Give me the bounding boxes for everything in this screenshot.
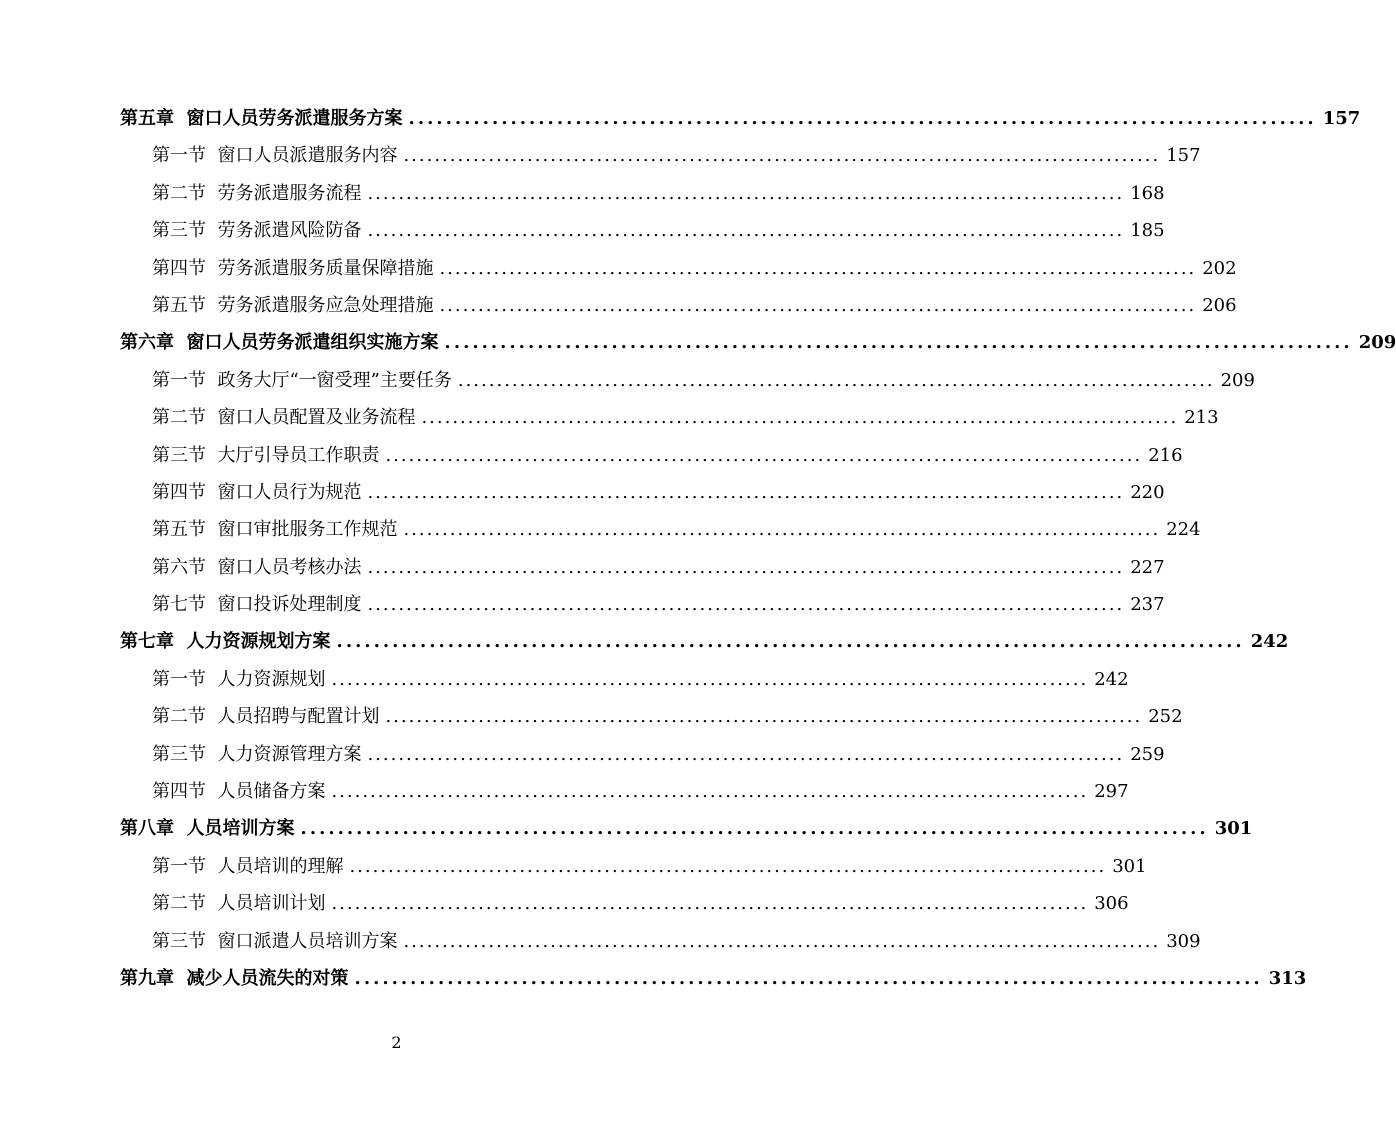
toc-entry-text: 减少人员流失的对策: [186, 967, 349, 989]
toc-chapter-entry[interactable]: [120, 324, 1396, 361]
toc-entry-title: [120, 623, 331, 660]
toc-entry-label: 第三节: [152, 444, 206, 466]
toc-entry-label: 第二节: [152, 182, 206, 204]
toc-section-entry[interactable]: [120, 137, 1201, 174]
dot-leader: ..................................................................................................: [444, 332, 1353, 354]
toc-chapter-entry[interactable]: [120, 960, 1307, 997]
dot-leader: ..................................................................................................: [439, 257, 1197, 279]
dot-leader: ..................................................................................................: [354, 967, 1263, 989]
dot-leader: ..................................................................................................: [385, 706, 1143, 728]
toc-entry-title: [152, 287, 433, 324]
toc-page-number: 185: [1130, 220, 1165, 242]
toc-entry-title: [120, 100, 403, 137]
dot-leader: ..................................................................................................: [403, 930, 1161, 952]
dot-leader: ..................................................................................................: [367, 594, 1125, 616]
toc-section-entry[interactable]: [120, 736, 1165, 773]
toc-entry-title: [152, 736, 361, 773]
toc-entry-label: 第四节: [152, 781, 206, 803]
toc-entry-label: 第七章: [120, 631, 174, 653]
toc-section-entry[interactable]: [120, 437, 1183, 474]
dot-leader: ..................................................................................................: [385, 444, 1143, 466]
toc-section-entry[interactable]: [120, 175, 1165, 212]
dot-leader: ..................................................................................................: [408, 108, 1317, 129]
dot-leader: ..................................................................................................: [403, 145, 1161, 167]
toc-page-number: 259: [1130, 743, 1165, 765]
toc-entry-text: 政务大厅“一窗受理”主要任务: [217, 369, 452, 391]
dot-leader: ..................................................................................................: [331, 893, 1089, 915]
toc-entry-title: [152, 698, 379, 735]
toc-section-entry[interactable]: [120, 586, 1165, 623]
dot-leader: ..................................................................................................: [457, 369, 1215, 391]
toc-entry-title: [152, 362, 452, 399]
toc-section-entry[interactable]: [120, 212, 1165, 249]
toc-entry-text: 人员培训方案: [186, 818, 295, 840]
toc-page-number: 213: [1184, 407, 1219, 429]
toc-entry-title: [152, 848, 343, 885]
toc-section-entry[interactable]: [120, 250, 1237, 287]
toc-entry-text: 大厅引导员工作职责: [217, 444, 380, 466]
toc-entry-label: 第二节: [152, 407, 206, 429]
toc-page-number: 242: [1094, 668, 1129, 690]
toc-entry-text: 人员储备方案: [217, 781, 326, 803]
toc-entry-label: 第六章: [120, 332, 174, 354]
dot-leader: ..................................................................................................: [349, 855, 1107, 877]
toc-entry-title: [120, 960, 349, 997]
toc-section-entry[interactable]: [120, 885, 1129, 922]
toc-page-number: 209: [1358, 332, 1396, 354]
toc-entry-label: 第五节: [152, 294, 206, 316]
toc-entry-title: [152, 250, 433, 287]
toc-entry-label: 第八章: [120, 818, 174, 840]
toc-entry-text: 劳务派遣服务质量保障措施: [217, 257, 434, 279]
toc-entry-text: 窗口派遣人员培训方案: [217, 930, 398, 952]
toc-entry-label: 第五章: [120, 108, 174, 129]
toc-page-number: 209: [1220, 369, 1255, 391]
toc-page-number: 168: [1130, 182, 1165, 204]
dot-leader: ..................................................................................................: [331, 668, 1089, 690]
toc-entry-title: [152, 586, 361, 623]
toc-page-number: 220: [1130, 481, 1165, 503]
toc-entry-title: [152, 885, 325, 922]
toc-entry-title: [152, 437, 379, 474]
toc-section-entry[interactable]: [120, 848, 1147, 885]
toc-page-number: 206: [1202, 294, 1237, 316]
toc-entry-title: [152, 511, 397, 548]
toc-entry-title: [152, 661, 325, 698]
toc-section-entry[interactable]: [120, 511, 1201, 548]
toc-entry-label: 第一节: [152, 668, 206, 690]
toc-page-number: 309: [1166, 930, 1201, 952]
toc-page-number: 227: [1130, 556, 1165, 578]
toc-page-number: 252: [1148, 706, 1183, 728]
toc-entry-label: 第六节: [152, 556, 206, 578]
toc-chapter-entry[interactable]: [120, 623, 1289, 660]
toc-entry-title: [152, 212, 361, 249]
toc-entry-title: [152, 399, 415, 436]
dot-leader: ..................................................................................................: [421, 407, 1179, 429]
dot-leader: ..................................................................................................: [367, 481, 1125, 503]
table-of-contents: [120, 100, 1396, 997]
toc-entry-text: 劳务派遣风险防备: [217, 220, 362, 242]
toc-entry-label: 第三节: [152, 930, 206, 952]
toc-section-entry[interactable]: [120, 474, 1165, 511]
toc-entry-text: 劳务派遣服务流程: [217, 182, 362, 204]
toc-page-number: 297: [1094, 781, 1129, 803]
toc-entry-text: 人员招聘与配置计划: [217, 706, 380, 728]
toc-page-number: 301: [1214, 818, 1253, 840]
toc-section-entry[interactable]: [120, 287, 1237, 324]
toc-page-number: 157: [1166, 145, 1201, 167]
dot-leader: ..................................................................................................: [367, 743, 1125, 765]
toc-page-number: 242: [1250, 631, 1289, 653]
dot-leader: ..................................................................................................: [367, 220, 1125, 242]
toc-entry-label: 第一节: [152, 855, 206, 877]
toc-section-entry[interactable]: [120, 362, 1255, 399]
toc-page-number: 157: [1322, 108, 1361, 129]
toc-page-number: 306: [1094, 893, 1129, 915]
page-number: 2: [391, 1033, 402, 1052]
toc-entry-text: 人力资源规划: [217, 668, 326, 690]
toc-page-number: 216: [1148, 444, 1183, 466]
toc-page-number: 313: [1268, 967, 1307, 989]
toc-page-number: 237: [1130, 594, 1165, 616]
toc-entry-label: 第四节: [152, 481, 206, 503]
toc-entry-text: 劳务派遣服务应急处理措施: [217, 294, 434, 316]
toc-entry-text: 窗口人员行为规范: [217, 481, 362, 503]
toc-entry-title: [152, 923, 397, 960]
toc-page-number: 301: [1112, 855, 1147, 877]
toc-entry-text: 窗口人员考核办法: [217, 556, 362, 578]
toc-chapter-entry[interactable]: [120, 810, 1253, 847]
toc-entry-title: [152, 137, 397, 174]
toc-entry-label: 第三节: [152, 220, 206, 242]
toc-entry-text: 窗口人员劳务派遣组织实施方案: [186, 332, 439, 354]
toc-section-entry[interactable]: [120, 661, 1129, 698]
toc-entry-label: 第一节: [152, 145, 206, 167]
toc-entry-text: 窗口人员配置及业务流程: [217, 407, 416, 429]
toc-section-entry[interactable]: [120, 698, 1183, 735]
toc-entry-text: 人员培训的理解: [217, 855, 344, 877]
toc-entry-text: 窗口投诉处理制度: [217, 594, 362, 616]
dot-leader: ..................................................................................................: [439, 294, 1197, 316]
toc-page-number: 202: [1202, 257, 1237, 279]
toc-page-number: 224: [1166, 519, 1201, 541]
dot-leader: ..................................................................................................: [300, 818, 1209, 840]
toc-entry-title: [152, 549, 361, 586]
dot-leader: ..................................................................................................: [403, 519, 1161, 541]
toc-entry-label: 第二节: [152, 706, 206, 728]
dot-leader: ..................................................................................................: [336, 631, 1245, 653]
toc-entry-title: [152, 175, 361, 212]
toc-entry-title: [120, 810, 295, 847]
toc-section-entry[interactable]: [120, 773, 1129, 810]
toc-entry-label: 第七节: [152, 594, 206, 616]
toc-entry-title: [152, 474, 361, 511]
toc-entry-label: 第四节: [152, 257, 206, 279]
toc-entry-text: 窗口人员派遣服务内容: [217, 145, 398, 167]
toc-entry-label: 第五节: [152, 519, 206, 541]
toc-entry-label: 第三节: [152, 743, 206, 765]
toc-entry-text: 人员培训计划: [217, 893, 326, 915]
dot-leader: ..................................................................................................: [367, 182, 1125, 204]
toc-entry-label: 第九章: [120, 967, 174, 989]
toc-entry-label: 第一节: [152, 369, 206, 391]
toc-entry-label: 第二节: [152, 893, 206, 915]
dot-leader: ..................................................................................................: [367, 556, 1125, 578]
toc-section-entry[interactable]: [120, 399, 1219, 436]
toc-entry-text: 窗口审批服务工作规范: [217, 519, 398, 541]
toc-entry-text: 人力资源管理方案: [217, 743, 362, 765]
toc-entry-title: [120, 324, 439, 361]
toc-section-entry[interactable]: [120, 923, 1201, 960]
toc-entry-text: 人力资源规划方案: [186, 631, 331, 653]
toc-entry-text: 窗口人员劳务派遣服务方案: [186, 108, 403, 129]
toc-entry-title: [152, 773, 325, 810]
toc-section-entry[interactable]: [120, 549, 1165, 586]
dot-leader: ..................................................................................................: [331, 781, 1089, 803]
toc-chapter-entry[interactable]: [120, 100, 1361, 137]
